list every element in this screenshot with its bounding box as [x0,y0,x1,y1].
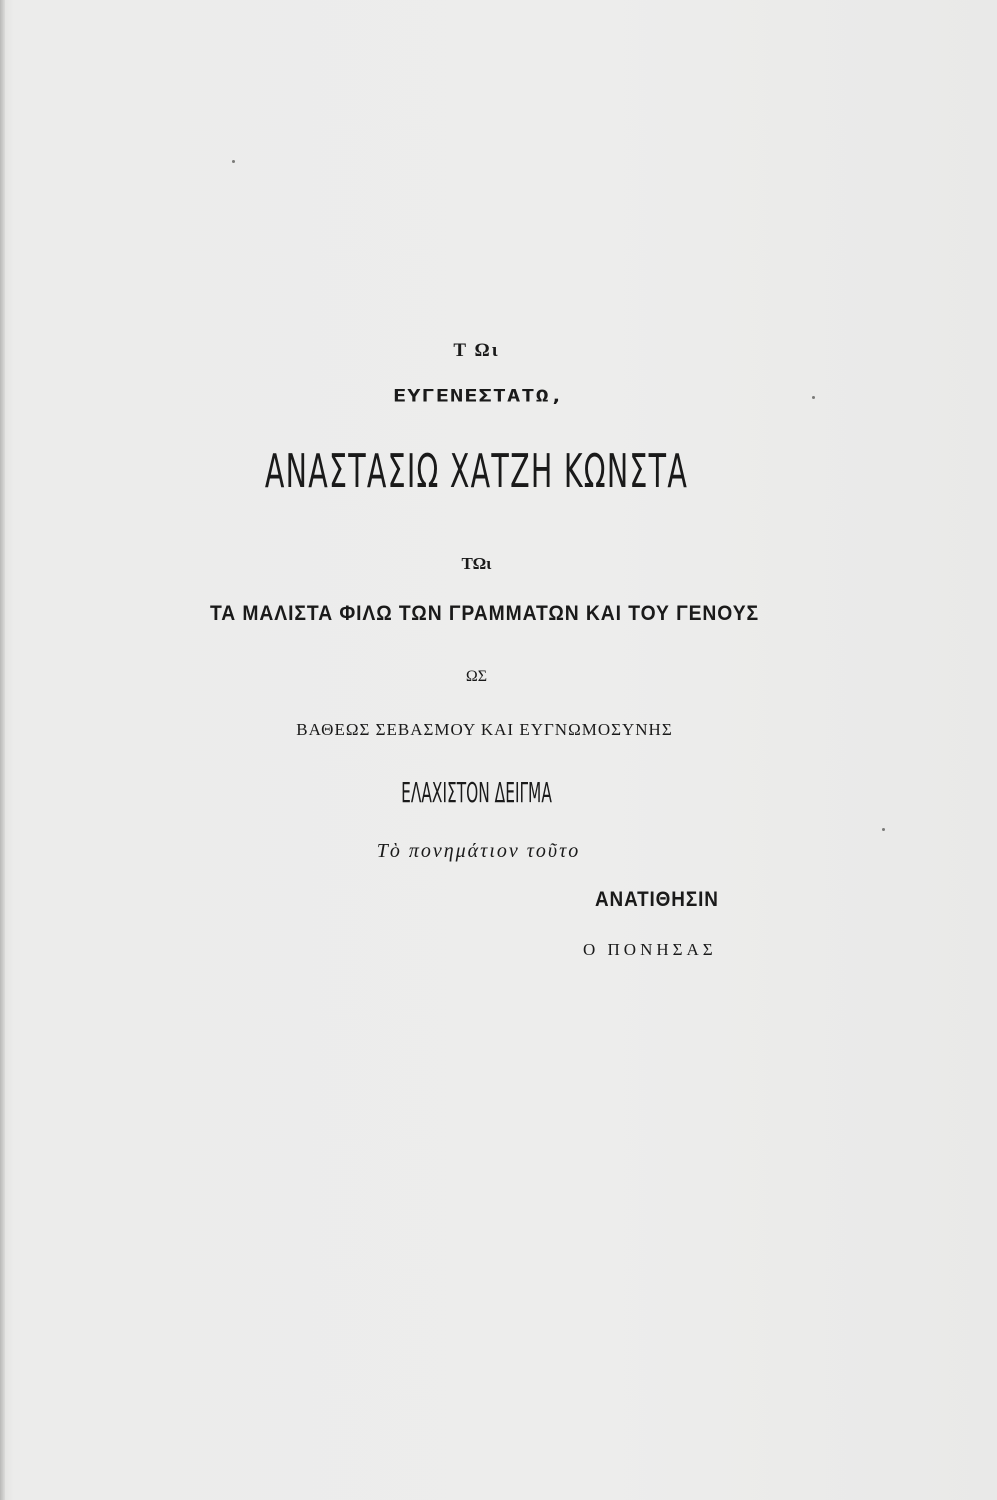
dedication-author-signature: Ο ΠΟΝΗΣΑΣ [583,940,717,959]
dedication-recipient-name: ΑΝΑΣΤΑΣΙΩ ΧΑΤΖΗ ΚΩΝΣΤΑ [264,444,689,498]
dedication-line-ws: ΩΣ [465,668,488,685]
paper-speck [232,160,235,163]
dedication-line-eugenestato: ΕΥΓΕΝΕΣΤΑΤΩ, [393,387,564,406]
page-edge [0,0,5,1500]
dedication-line-elaxiston: ΕΛΑΧΙΣΤΟΝ ΔΕΙΓΜΑ [401,776,552,809]
dedication-line-ponimation: Τὸ πονημάτιον τοῦτο [376,840,581,862]
dedication-line-to: Τ Ωι [453,340,500,361]
paper-speck [882,828,885,831]
dedication-line-anatithisin: ΑΝΑΤΙΘΗΣΙΝ [595,888,719,911]
dedication-line-malista: ΤΑ ΜΑΛΙΣΤΑ ΦΙΛΩ ΤΩΝ ΓΡΑΜΜΑΤΩΝ ΚΑΙ ΤΟΥ ΓΕΝΟΥΣ [209,602,760,625]
dedication-line-batheos: ΒΑΘΕΩΣ ΣΕΒΑΣΜΟΥ ΚΑΙ ΕΥΓΝΩΜΟΣΥΝΗΣ [296,720,673,739]
dedication-line-tw: ΤΩι [461,554,492,573]
